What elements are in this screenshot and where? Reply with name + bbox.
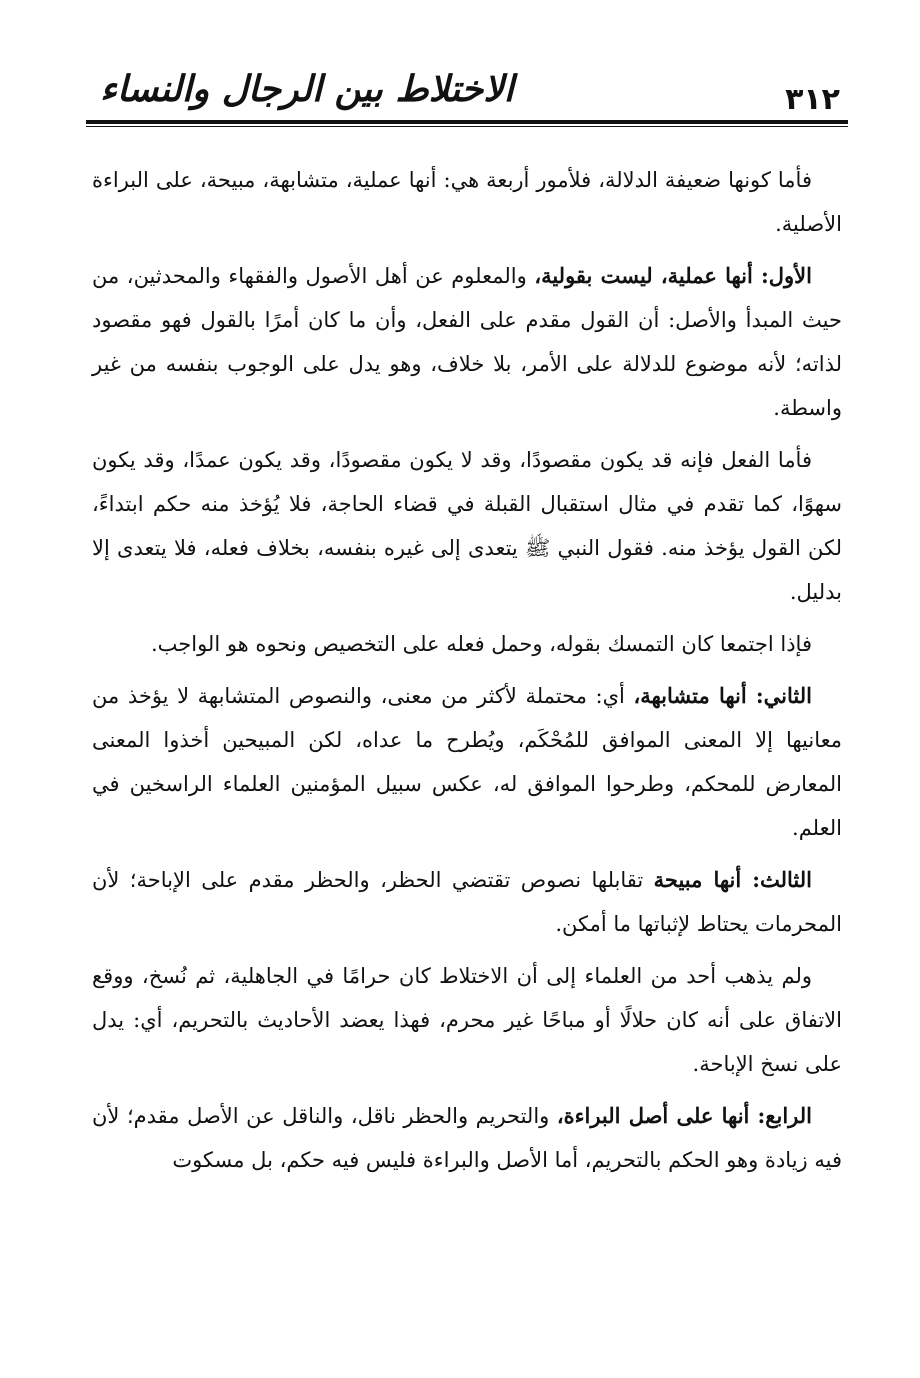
paragraph-consensus [92,954,842,1086]
paragraph-lead: الثالث: أنها مبيحة [653,867,812,892]
paragraph-text: والتحريم والحظر ناقل، والناقل عن الأصل مقدم؛ لأن فيه زيادة وهو الحكم بالتحريم، أما الأصل والبراءة فليس فيه حكم، بل مسكوت [92,1104,842,1172]
page-header [86,62,848,134]
paragraph-intro [92,158,842,246]
page-body [92,158,842,1190]
paragraph-third [92,858,842,946]
paragraph-first [92,254,842,430]
paragraph-text: فإذا اجتمعا كان التمسك بقوله، وحمل فعله على التخصيص ونحوه هو الواجب. [150,632,812,656]
page-number: ٣١٢ [785,82,840,117]
paragraph-text: أي: محتملة لأكثر من معنى، والنصوص المتشابهة لا يؤخذ من معانيها إلا المعنى الموافق للمُحْكَم، ويُطرح ما عداه، لكن المبيحين أخذوا المعنى المعارض للمحكم، وطرحوا الموافق له، عكس سبيل المؤمنين العلماء الراسخين في العلم. [92,684,842,840]
paragraph-text: فأما كونها ضعيفة الدلالة، فلأمور أربعة هي: أنها عملية، متشابهة، مبيحة، على البراءة الأصلية. [92,168,842,236]
paragraph-text: ولم يذهب أحد من العلماء إلى أن الاختلاط كان حرامًا في الجاهلية، ثم نُسخ، ووقع الاتفاق على أنه كان حلالًا أو مباحًا غير محرم، فهذا يعضد الأحاديث بالتحريم، أي: يدل على نسخ الإباحة. [92,964,842,1076]
running-title: الاختلاط بين الرجال والنساء [100,68,514,110]
header-rule-thin [86,126,848,127]
paragraph-lead: الثاني: أنها متشابهة، [633,683,812,708]
paragraph-lead: الرابع: أنها على أصل البراءة، [556,1103,812,1128]
paragraph-text: والمعلوم عن أهل الأصول والفقهاء والمحدثين، من حيث المبدأ والأصل: أن القول مقدم على الفعل، وأن ما كان أمرًا بالقول فهو مقصود لذاته؛ لأنه موضوع للدلالة على الأمر، بلا خلاف، وهو يدل على الوجوب بنفسه من غير واسطة. [92,264,842,420]
paragraph-text: فأما الفعل فإنه قد يكون مقصودًا، وقد لا يكون مقصودًا، وقد يكون عمدًا، وقد يكون سهوًا، كما تقدم في مثال استقبال القبلة في قضاء الحاجة، فلا يُؤخذ منه حكم ابتداءً، لكن القول يؤخذ منه. فقول النبي ﷺ يتعدى إلى غيره بنفسه، بخلاف فعله، فلا يتعدى إلا بدليل. [92,448,842,604]
paragraph-action [92,438,842,614]
paragraph-fourth [92,1094,842,1182]
paragraph-second [92,674,842,850]
header-rule-thick [86,120,848,124]
paragraph-conclusion [92,622,842,666]
paragraph-text: تقابلها نصوص تقتضي الحظر، والحظر مقدم على الإباحة؛ لأن المحرمات يحتاط لإثباتها ما أمكن. [92,868,842,936]
paragraph-lead: الأول: أنها عملية، ليست بقولية، [534,263,812,288]
